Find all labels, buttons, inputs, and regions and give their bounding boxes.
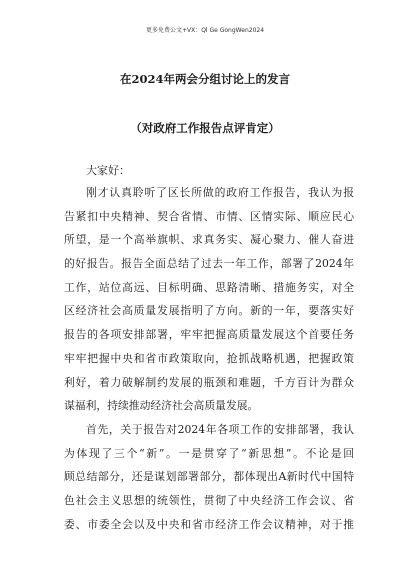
body-line: 牢牢把握中央和省市政策取向，抢抓战略机遇，把握政策 — [64, 351, 354, 365]
body-line: 所望，是一个高举旗帜、求真务实、凝心聚力、催人奋进 — [64, 233, 354, 247]
header-note: 更多免费公文+VX：Ql Ge GongWen2024 — [145, 27, 265, 34]
body-line: 顾总结部分，还是谋划部署部分，都体现出A新时代中国特 — [64, 470, 354, 484]
body-line: 报告的各项安排部署，牢牢把握高质量发展这个首要任务 — [64, 328, 354, 342]
body-line: 色社会主义思想的统领性，贯彻了中央经济工作会议、省 — [64, 493, 354, 507]
body-line: 工作，站位高远、目标明确、思路清晰、措施务实，对全 — [64, 280, 354, 294]
body-line: 利好，着力破解制约发展的瓶颈和难题，千方百计为群众 — [64, 375, 354, 389]
body-line: 的好报告。报告全面总结了过去一年工作，部署了2024年 — [64, 257, 354, 271]
body-line: 告紧扣中央精神、契合省情、市情、区情实际、顺应民心 — [64, 209, 354, 223]
greeting: 大家好： — [86, 164, 130, 177]
body-text — [64, 186, 354, 541]
body-line: 区经济社会高质量发展指明了方向。新的一年，要落实好 — [64, 304, 354, 318]
body-line: 谋福利，持续推动经济社会高质量发展。 — [64, 399, 259, 413]
page-title: 在2024年两会分组讨论上的发言 — [119, 72, 290, 86]
body-line: 刚才认真聆听了区长所做的政府工作报告，我认为报 — [86, 186, 354, 199]
body-line: 为体现了三个“新”。一是贯穿了“新思想”。不论是回 — [64, 446, 354, 460]
body-line: 委、市委全会以及中央和省市经济工作会议精神，对于推 — [64, 517, 354, 531]
body-line: 首先，关于报告对2024年各项工作的安排部署，我认 — [86, 422, 354, 436]
page-subtitle: （对政府工作报告点评肯定） — [130, 121, 280, 135]
